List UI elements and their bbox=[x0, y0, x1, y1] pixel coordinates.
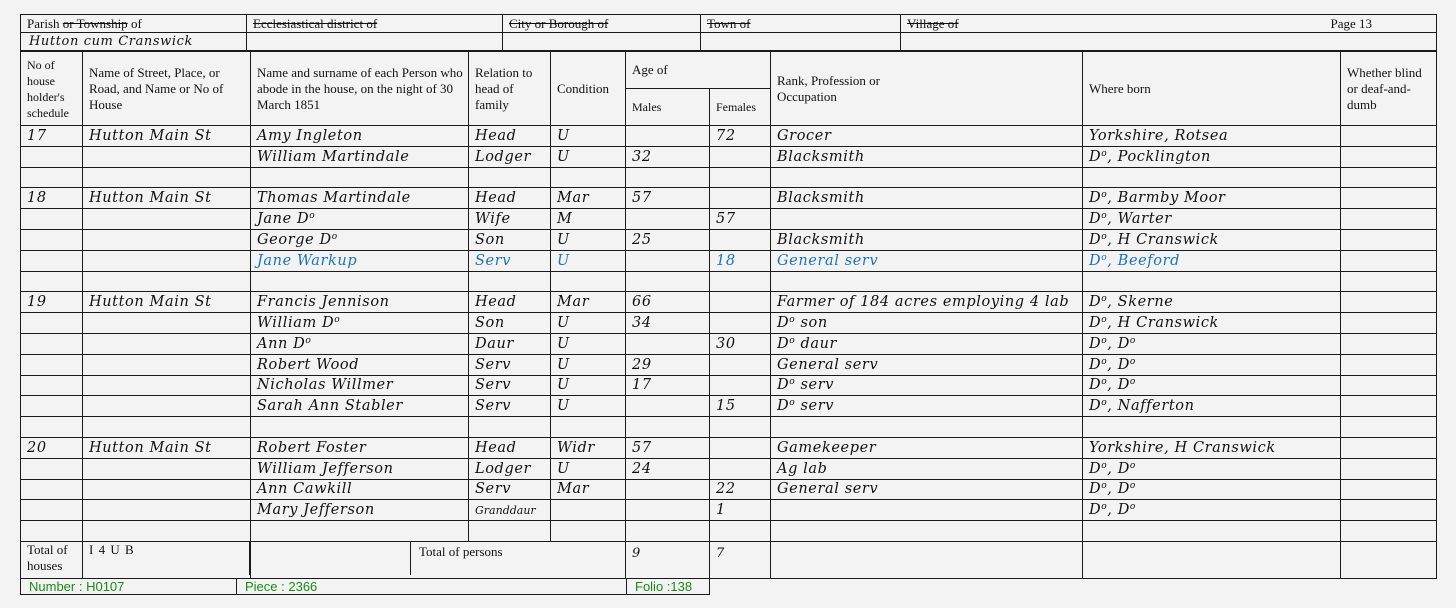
relation-cell bbox=[469, 417, 551, 438]
males-cell bbox=[626, 271, 710, 292]
condition-cell: Mar bbox=[551, 188, 626, 209]
table-row bbox=[21, 354, 1437, 375]
table-row bbox=[21, 229, 1437, 250]
condition-cell: M bbox=[551, 209, 626, 230]
name-cell: Nicholas Willmer bbox=[251, 375, 469, 396]
blind-cell bbox=[1341, 271, 1437, 292]
born-cell: $D^o$, Nafferton bbox=[1083, 396, 1341, 417]
name-cell: Ann $D^o$ bbox=[251, 333, 469, 354]
occupation-cell: Farmer of 184 acres employing 4 lab bbox=[771, 292, 1083, 313]
blind-cell bbox=[1341, 167, 1437, 188]
males-cell bbox=[626, 333, 710, 354]
schedule-cell bbox=[21, 250, 83, 271]
born-cell: $D^o$, H Cranswick bbox=[1083, 229, 1341, 250]
name-cell: George $D^o$ bbox=[251, 229, 469, 250]
name-cell: Ann Cawkill bbox=[251, 479, 469, 500]
blind-cell bbox=[1341, 250, 1437, 271]
females-cell bbox=[710, 167, 771, 188]
females-cell bbox=[710, 313, 771, 334]
occupation-cell: $D^o$ serv bbox=[771, 396, 1083, 417]
condition-cell: U bbox=[551, 126, 626, 147]
born-cell bbox=[1083, 417, 1341, 438]
street-cell bbox=[83, 313, 251, 334]
name-cell: Francis Jennison bbox=[251, 292, 469, 313]
females-cell bbox=[710, 188, 771, 209]
street-cell bbox=[83, 521, 251, 542]
street-cell: Hutton Main St bbox=[83, 437, 251, 458]
females-cell bbox=[710, 271, 771, 292]
schedule-cell bbox=[21, 396, 83, 417]
condition-cell: U bbox=[551, 250, 626, 271]
relation-cell: Serv bbox=[469, 375, 551, 396]
born-cell: $D^o$, Barmby Moor bbox=[1083, 188, 1341, 209]
females-cell: 30 bbox=[710, 333, 771, 354]
relation-cell: Head bbox=[469, 126, 551, 147]
schedule-cell bbox=[21, 500, 83, 521]
blind-cell bbox=[1341, 500, 1437, 521]
blind-cell bbox=[1341, 146, 1437, 167]
condition-cell bbox=[551, 167, 626, 188]
occupation-cell: Ag lab bbox=[771, 458, 1083, 479]
males-cell bbox=[626, 500, 710, 521]
males-cell bbox=[626, 250, 710, 271]
relation-cell: Serv bbox=[469, 354, 551, 375]
col-occupation: Rank, Profession or Occupation bbox=[771, 52, 1083, 126]
name-cell bbox=[251, 417, 469, 438]
females-cell: 1 bbox=[710, 500, 771, 521]
occupation-cell: General serv bbox=[771, 479, 1083, 500]
reference-piece: Piece : 2366 bbox=[237, 579, 627, 595]
reference-footer bbox=[20, 579, 710, 595]
col-born: Where born bbox=[1083, 52, 1341, 126]
table-row bbox=[21, 333, 1437, 354]
occupation-cell: General serv bbox=[771, 250, 1083, 271]
males-cell bbox=[626, 479, 710, 500]
born-cell bbox=[1083, 271, 1341, 292]
relation-cell: Serv bbox=[469, 396, 551, 417]
occupation-cell bbox=[771, 417, 1083, 438]
relation-cell: Lodger bbox=[469, 458, 551, 479]
col-age: Age of bbox=[626, 52, 771, 89]
born-cell bbox=[1083, 167, 1341, 188]
name-cell: Robert Wood bbox=[251, 354, 469, 375]
header-value-row bbox=[21, 33, 1437, 51]
blank-row bbox=[21, 521, 1437, 542]
condition-cell: Mar bbox=[551, 479, 626, 500]
name-cell bbox=[251, 271, 469, 292]
females-cell bbox=[710, 458, 771, 479]
total-females: 7 bbox=[710, 541, 771, 578]
females-cell bbox=[710, 417, 771, 438]
males-cell: 24 bbox=[626, 458, 710, 479]
schedule-cell: 19 bbox=[21, 292, 83, 313]
males-cell: 34 bbox=[626, 313, 710, 334]
born-cell: $D^o$, Beeford bbox=[1083, 250, 1341, 271]
blind-cell bbox=[1341, 209, 1437, 230]
col-blind: Whether blind or deaf-and-dumb bbox=[1341, 52, 1437, 126]
relation-cell: Serv bbox=[469, 250, 551, 271]
occupation-cell: Blacksmith bbox=[771, 146, 1083, 167]
blind-cell bbox=[1341, 437, 1437, 458]
occupation-cell: Grocer bbox=[771, 126, 1083, 147]
table-row bbox=[21, 250, 1437, 271]
village-label: Village of bbox=[907, 15, 959, 31]
born-cell: Yorkshire, Rotsea bbox=[1083, 126, 1341, 147]
name-cell: Sarah Ann Stabler bbox=[251, 396, 469, 417]
street-cell bbox=[83, 229, 251, 250]
occupation-cell bbox=[771, 500, 1083, 521]
occupation-cell: $D^o$ son bbox=[771, 313, 1083, 334]
condition-cell: U bbox=[551, 396, 626, 417]
street-cell bbox=[83, 417, 251, 438]
total-houses-label: Total of houses bbox=[21, 541, 83, 578]
born-cell bbox=[1083, 521, 1341, 542]
street-cell bbox=[83, 333, 251, 354]
schedule-cell bbox=[21, 375, 83, 396]
condition-cell bbox=[551, 500, 626, 521]
blind-cell bbox=[1341, 354, 1437, 375]
totals-row bbox=[21, 541, 1437, 578]
schedule-cell bbox=[21, 521, 83, 542]
males-cell bbox=[626, 396, 710, 417]
relation-cell: Serv bbox=[469, 479, 551, 500]
relation-cell: Wife bbox=[469, 209, 551, 230]
born-cell: $D^o$, Warter bbox=[1083, 209, 1341, 230]
blind-cell bbox=[1341, 458, 1437, 479]
born-cell: Yorkshire, H Cranswick bbox=[1083, 437, 1341, 458]
blind-cell bbox=[1341, 479, 1437, 500]
col-males: Males bbox=[626, 89, 710, 126]
page-number: Page 13 bbox=[1330, 16, 1372, 31]
condition-cell: U bbox=[551, 333, 626, 354]
schedule-cell: 20 bbox=[21, 437, 83, 458]
occupation-cell bbox=[771, 271, 1083, 292]
name-cell bbox=[251, 521, 469, 542]
name-cell: Robert Foster bbox=[251, 437, 469, 458]
males-cell: 66 bbox=[626, 292, 710, 313]
col-females: Females bbox=[710, 89, 771, 126]
table-row bbox=[21, 437, 1437, 458]
females-cell: 57 bbox=[710, 209, 771, 230]
schedule-cell bbox=[21, 146, 83, 167]
males-cell bbox=[626, 167, 710, 188]
relation-cell: Son bbox=[469, 313, 551, 334]
table-row bbox=[21, 375, 1437, 396]
street-cell bbox=[83, 146, 251, 167]
table-row bbox=[21, 500, 1437, 521]
street-cell bbox=[83, 250, 251, 271]
census-rows bbox=[21, 126, 1437, 542]
males-cell: 17 bbox=[626, 375, 710, 396]
name-cell: Thomas Martindale bbox=[251, 188, 469, 209]
schedule-cell: 17 bbox=[21, 126, 83, 147]
relation-cell: Lodger bbox=[469, 146, 551, 167]
street-cell bbox=[83, 209, 251, 230]
blind-cell bbox=[1341, 188, 1437, 209]
schedule-cell bbox=[21, 229, 83, 250]
street-cell: Hutton Main St bbox=[83, 292, 251, 313]
condition-cell: U bbox=[551, 458, 626, 479]
city-label: City or Borough of bbox=[503, 15, 701, 33]
name-cell: Jane $D^o$ bbox=[251, 209, 469, 230]
occupation-cell bbox=[771, 167, 1083, 188]
reference-folio: Folio :138 bbox=[627, 579, 710, 595]
header-row bbox=[21, 15, 1437, 33]
blind-cell bbox=[1341, 313, 1437, 334]
occupation-cell: $D^o$ daur bbox=[771, 333, 1083, 354]
males-cell: 29 bbox=[626, 354, 710, 375]
blank-row bbox=[21, 271, 1437, 292]
born-cell: $D^o$, H Cranswick bbox=[1083, 313, 1341, 334]
females-cell bbox=[710, 437, 771, 458]
males-cell: 32 bbox=[626, 146, 710, 167]
relation-cell: Daur bbox=[469, 333, 551, 354]
females-cell: 22 bbox=[710, 479, 771, 500]
condition-cell: Mar bbox=[551, 292, 626, 313]
table-row bbox=[21, 396, 1437, 417]
relation-cell bbox=[469, 521, 551, 542]
census-sheet bbox=[20, 14, 1437, 579]
schedule-cell bbox=[21, 354, 83, 375]
condition-cell: U bbox=[551, 313, 626, 334]
relation-cell: Head bbox=[469, 292, 551, 313]
females-cell bbox=[710, 375, 771, 396]
blind-cell bbox=[1341, 396, 1437, 417]
blind-cell bbox=[1341, 521, 1437, 542]
relation-cell: Son bbox=[469, 229, 551, 250]
table-row bbox=[21, 146, 1437, 167]
males-cell bbox=[626, 417, 710, 438]
total-persons-cell bbox=[251, 541, 626, 578]
col-relation: Relation to head of family bbox=[469, 52, 551, 126]
street-cell bbox=[83, 479, 251, 500]
street-cell bbox=[83, 271, 251, 292]
relation-cell: Head bbox=[469, 437, 551, 458]
blind-cell bbox=[1341, 292, 1437, 313]
born-cell: $D^o$, $D^o$ bbox=[1083, 354, 1341, 375]
condition-cell: U bbox=[551, 375, 626, 396]
total-males: 9 bbox=[626, 541, 710, 578]
schedule-cell bbox=[21, 209, 83, 230]
born-cell: $D^o$, $D^o$ bbox=[1083, 375, 1341, 396]
census-table bbox=[20, 51, 1437, 579]
table-row bbox=[21, 209, 1437, 230]
condition-cell bbox=[551, 417, 626, 438]
females-cell: 72 bbox=[710, 126, 771, 147]
schedule-cell: 18 bbox=[21, 188, 83, 209]
col-name: Name and surname of each Person who abode in the house, on the night of 30 March 1851 bbox=[251, 52, 469, 126]
occupation-cell: General serv bbox=[771, 354, 1083, 375]
condition-cell bbox=[551, 271, 626, 292]
blind-cell bbox=[1341, 333, 1437, 354]
street-cell bbox=[83, 375, 251, 396]
blind-cell bbox=[1341, 126, 1437, 147]
name-cell: Amy Ingleton bbox=[251, 126, 469, 147]
street-cell: Hutton Main St bbox=[83, 188, 251, 209]
village-cell bbox=[901, 15, 1437, 33]
condition-cell: U bbox=[551, 354, 626, 375]
blank-row bbox=[21, 167, 1437, 188]
table-row bbox=[21, 188, 1437, 209]
born-cell: $D^o$, $D^o$ bbox=[1083, 500, 1341, 521]
occupation-cell: Blacksmith bbox=[771, 229, 1083, 250]
born-cell: $D^o$, Skerne bbox=[1083, 292, 1341, 313]
street-cell bbox=[83, 354, 251, 375]
occupation-cell bbox=[771, 209, 1083, 230]
females-cell bbox=[710, 521, 771, 542]
occupation-cell: Blacksmith bbox=[771, 188, 1083, 209]
males-cell bbox=[626, 209, 710, 230]
name-cell: William Jefferson bbox=[251, 458, 469, 479]
name-cell: William $D^o$ bbox=[251, 313, 469, 334]
street-cell: Hutton Main St bbox=[83, 126, 251, 147]
column-header-row bbox=[21, 52, 1437, 89]
condition-cell: U bbox=[551, 229, 626, 250]
occupation-cell: Gamekeeper bbox=[771, 437, 1083, 458]
females-cell bbox=[710, 146, 771, 167]
table-row bbox=[21, 458, 1437, 479]
col-condition: Condition bbox=[551, 52, 626, 126]
schedule-cell bbox=[21, 417, 83, 438]
reference-number: Number : H0107 bbox=[21, 579, 237, 595]
table-row bbox=[21, 292, 1437, 313]
blind-cell bbox=[1341, 229, 1437, 250]
table-row bbox=[21, 313, 1437, 334]
schedule-cell bbox=[21, 333, 83, 354]
condition-cell: Widr bbox=[551, 437, 626, 458]
occupation-cell: $D^o$ serv bbox=[771, 375, 1083, 396]
females-cell bbox=[710, 292, 771, 313]
condition-cell: U bbox=[551, 146, 626, 167]
born-cell: $D^o$, $D^o$ bbox=[1083, 479, 1341, 500]
name-cell: William Martindale bbox=[251, 146, 469, 167]
total-houses-value: I 4 U B bbox=[83, 541, 251, 578]
schedule-cell bbox=[21, 167, 83, 188]
relation-cell: Granddaur bbox=[469, 500, 551, 521]
ecclesiastical-label: Ecclesiastical district of bbox=[247, 15, 503, 33]
schedule-cell bbox=[21, 458, 83, 479]
street-cell bbox=[83, 167, 251, 188]
table-row bbox=[21, 479, 1437, 500]
parish-value: Hutton cum Cranswick bbox=[21, 33, 247, 51]
males-cell bbox=[626, 521, 710, 542]
street-cell bbox=[83, 458, 251, 479]
relation-cell bbox=[469, 167, 551, 188]
blind-cell bbox=[1341, 375, 1437, 396]
relation-cell: Head bbox=[469, 188, 551, 209]
col-street: Name of Street, Place, or Road, and Name or No of House bbox=[83, 52, 251, 126]
street-cell bbox=[83, 396, 251, 417]
blank-row bbox=[21, 417, 1437, 438]
relation-cell bbox=[469, 271, 551, 292]
females-cell: 18 bbox=[710, 250, 771, 271]
blind-cell bbox=[1341, 417, 1437, 438]
town-label: Town of bbox=[701, 15, 901, 33]
name-cell bbox=[251, 167, 469, 188]
name-cell: Mary Jefferson bbox=[251, 500, 469, 521]
females-cell bbox=[710, 354, 771, 375]
males-cell bbox=[626, 126, 710, 147]
males-cell: 57 bbox=[626, 188, 710, 209]
born-cell: $D^o$, Pocklington bbox=[1083, 146, 1341, 167]
col-schedule: No of house holder's schedule bbox=[21, 52, 83, 126]
females-cell: 15 bbox=[710, 396, 771, 417]
schedule-cell bbox=[21, 271, 83, 292]
census-header-table bbox=[20, 14, 1437, 51]
total-persons-label: Total of persons bbox=[419, 543, 503, 559]
females-cell bbox=[710, 229, 771, 250]
parish-label: Parish or Township of bbox=[21, 15, 247, 33]
males-cell: 57 bbox=[626, 437, 710, 458]
name-cell: Jane Warkup bbox=[251, 250, 469, 271]
schedule-cell bbox=[21, 479, 83, 500]
condition-cell bbox=[551, 521, 626, 542]
table-row bbox=[21, 126, 1437, 147]
born-cell: $D^o$, $D^o$ bbox=[1083, 333, 1341, 354]
street-cell bbox=[83, 500, 251, 521]
occupation-cell bbox=[771, 521, 1083, 542]
schedule-cell bbox=[21, 313, 83, 334]
males-cell: 25 bbox=[626, 229, 710, 250]
born-cell: $D^o$, $D^o$ bbox=[1083, 458, 1341, 479]
